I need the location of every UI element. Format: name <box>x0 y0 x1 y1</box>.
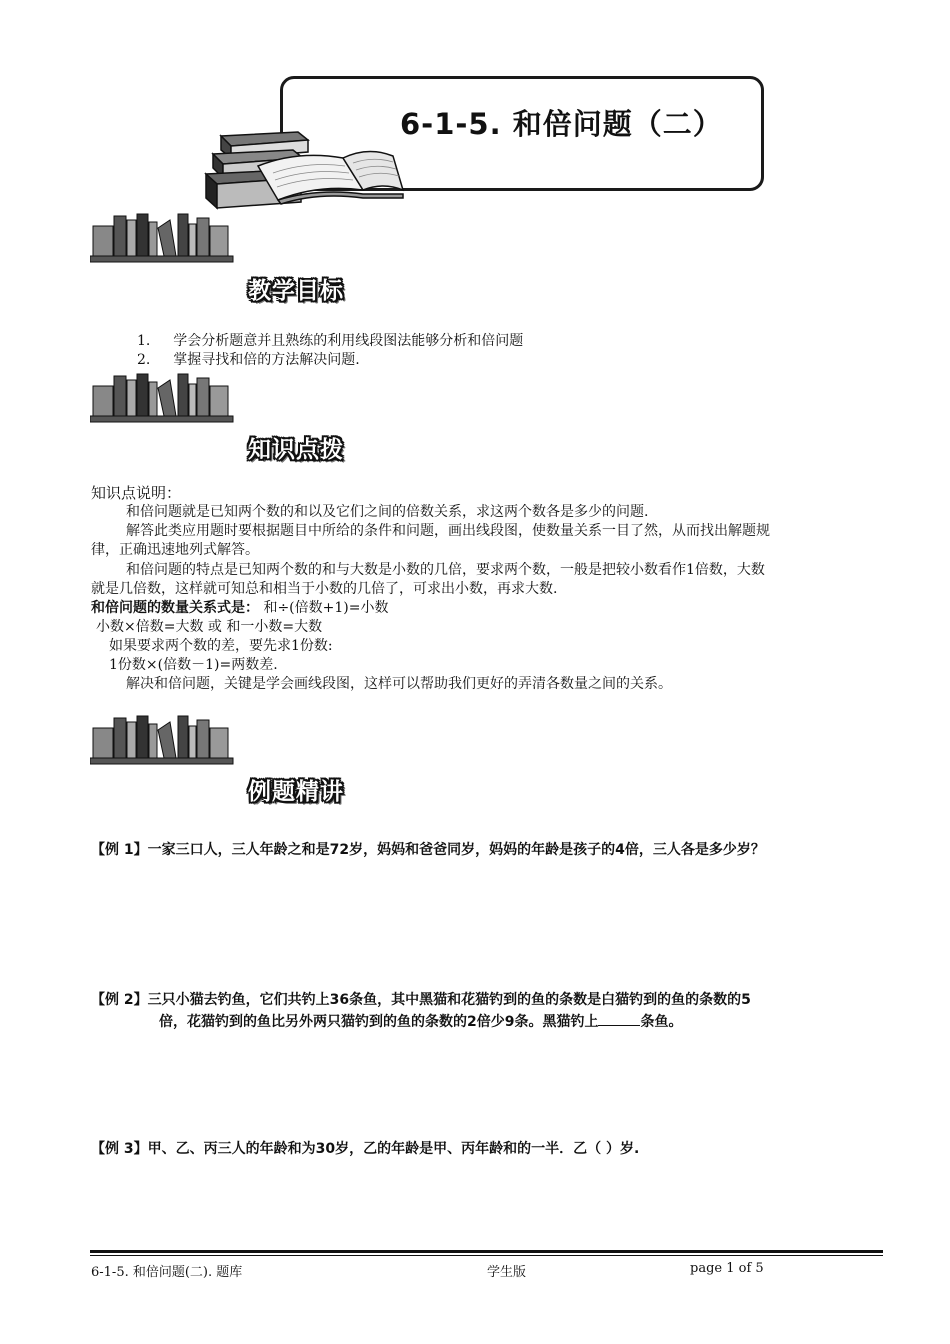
example-2-text-line-2b: 条鱼。 <box>640 1014 683 1030</box>
formula-2: 小数×倍数=大数 或 和一小数=大数 <box>96 619 323 635</box>
books-illustration <box>203 128 408 213</box>
formula-1: 和÷(倍数+1)=小数 <box>263 600 389 616</box>
formula-label: 和倍问题的数量关系式是： <box>91 600 259 616</box>
example-1-label: 【例 1】 <box>91 842 148 858</box>
goal-1-text: 学会分析题意并且熟练的利用线段图法能够分析和倍问题 <box>173 333 524 349</box>
knowledge-heading: 知识点说明： <box>91 484 182 502</box>
bookshelf-icon <box>90 210 235 265</box>
example-3-label: 【例 3】 <box>91 1141 148 1157</box>
section-title-goals: 教学目标 <box>248 278 344 304</box>
formula-3: 如果要求两个数的差，要先求1份数: <box>109 638 333 654</box>
goal-1-number: 1. <box>137 333 151 349</box>
example-3 <box>91 1140 639 1159</box>
example-2-text-line-1: 三只小猫去钓鱼，它们共钓上36条鱼，其中黑猫和花猫钓到的鱼的条数是白猫钓到的鱼的条数的5 <box>147 992 751 1008</box>
bookshelf-icon <box>90 712 235 767</box>
knowledge-paragraph-2-line-2: 律，正确迅速地列式解答。 <box>91 542 259 558</box>
section-title-knowledge: 知识点拨 <box>248 437 344 463</box>
knowledge-paragraph-3-line-2: 就是几倍数，这样就可知总和相当于小数的几倍了，可求出小数，再求大数. <box>91 581 558 597</box>
answer-blank[interactable] <box>598 1011 640 1026</box>
example-2-line-2 <box>159 1011 682 1032</box>
footer-rule-thin <box>90 1255 883 1256</box>
footer-rule-thick <box>90 1250 883 1253</box>
goal-2-number: 2. <box>137 352 151 368</box>
example-1 <box>91 841 765 860</box>
goal-1 <box>137 332 523 351</box>
knowledge-paragraph-4: 解决和倍问题，关键是学会画线段图，这样可以帮助我们更好的弄清各数量之间的关系。 <box>126 676 672 692</box>
footer-left: 6-1-5. 和倍问题(二). 题库 <box>91 1265 243 1280</box>
example-2 <box>91 991 751 1010</box>
example-2-label: 【例 2】 <box>91 992 148 1008</box>
example-2-text-line-2a: 倍，花猫钓到的鱼比另外两只猫钓到的鱼的条数的2倍少9条。黑猫钓上 <box>159 1014 599 1030</box>
example-1-text: 一家三口人，三人年龄之和是72岁，妈妈和爸爸同岁，妈妈的年龄是孩子的4倍，三人各是多少岁？ <box>147 842 765 858</box>
bookshelf-icon <box>90 370 235 425</box>
goal-2 <box>137 351 360 370</box>
formula-4: 1份数×(倍数－1)=两数差. <box>109 657 278 673</box>
knowledge-paragraph-3-line-1: 和倍问题的特点是已知两个数的和与大数是小数的几倍，要求两个数，一般是把较小数看作1倍数，大数 <box>126 562 765 578</box>
section-title-examples: 例题精讲 <box>248 779 344 805</box>
footer-center: 学生版 <box>487 1265 527 1280</box>
goal-2-text: 掌握寻找和倍的方法解决问题. <box>173 352 360 368</box>
example-3-text: 甲、乙、丙三人的年龄和为30岁，乙的年龄是甲、丙年龄和的一半．乙（ ）岁. <box>147 1141 640 1157</box>
page-title: 6-1-5. 和倍问题（二） <box>400 107 723 141</box>
knowledge-paragraph-2-line-1: 解答此类应用题时要根据题目中所给的条件和问题，画出线段图，使数量关系一目了然，从而找出解题规 <box>126 523 770 539</box>
knowledge-paragraph-1: 和倍问题就是已知两个数的和以及它们之间的倍数关系，求这两个数各是多少的问题. <box>126 504 649 520</box>
footer-page-number: page 1 of 5 <box>690 1261 764 1276</box>
formula-line-1 <box>91 599 388 618</box>
